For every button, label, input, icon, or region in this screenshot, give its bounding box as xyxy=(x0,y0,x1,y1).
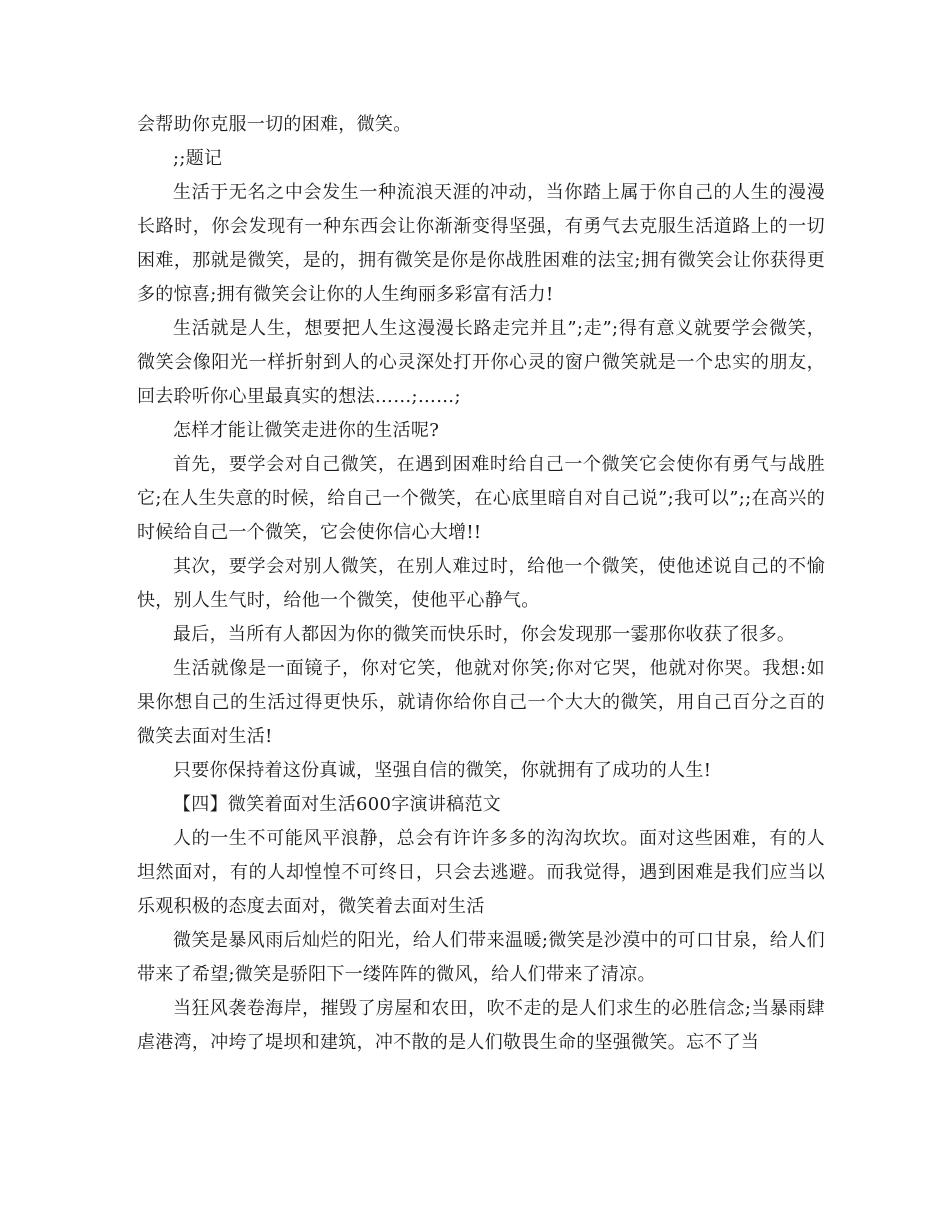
paragraph-epigraph-note: ;;题记 xyxy=(173,148,223,169)
paragraph: 生活就像是一面镜子，你对它笑，他就对你笑;你对它哭，他就对你哭。我想:如果你想自己的生活过得更快乐，就请你给你自己一个大大的微笑，用自己百分之百的微笑去面对生活! xyxy=(137,658,825,747)
document-body xyxy=(137,108,825,1060)
paragraph: 当狂风袭卷海岸，摧毁了房屋和农田，吹不走的是人们求生的必胜信念;当暴雨肆虐港湾，冲垮了堤坝和建筑，冲不散的是人们敬畏生命的坚强微笑。忘不了当 xyxy=(137,998,825,1053)
section-heading: 【四】微笑着面对生活600字演讲稿范文 xyxy=(173,794,502,815)
paragraph: 生活于无名之中会发生一种流浪天涯的冲动，当你踏上属于你自己的人生的漫漫长路时，你会发现有一种东西会让你渐渐变得坚强，有勇气去克服生活道路上的一切困难，那就是微笑，是的，拥有微笑是你是你战胜困难的法宝;拥有微笑会让你获得更多的惊喜;拥有微笑会让你的人生绚丽多彩富有活力! xyxy=(137,182,825,305)
paragraph: 首先，要学会对自己微笑，在遇到困难时给自己一个微笑它会使你有勇气与战胜它;在人生失意的时候，给自己一个微笑，在心底里暗自对自己说”;我可以”;;在高兴的时候给自己一个微笑，它会使你信心大增!! xyxy=(137,454,825,543)
paragraph: 最后，当所有人都因为你的微笑而快乐时，你会发现那一霎那你收获了很多。 xyxy=(173,624,796,645)
paragraph: 微笑是暴风雨后灿烂的阳光，给人们带来温暖;微笑是沙漠中的可口甘泉，给人们带来了希望;微笑是骄阳下一缕阵阵的微风，给人们带来了清凉。 xyxy=(137,930,825,985)
paragraph: 人的一生不可能风平浪静，总会有许许多多的沟沟坎坎。面对这些困难，有的人坦然面对，有的人却惶惶不可终日，只会去逃避。而我觉得，遇到困难是我们应当以乐观积极的态度去面对，微笑着去面对生活 xyxy=(137,828,825,917)
paragraph: 怎样才能让微笑走进你的生活呢? xyxy=(173,420,440,441)
paragraph: 生活就是人生，想要把人生这漫漫长路走完并且”;走”;得有意义就要学会微笑，微笑会像阳光一样折射到人的心灵深处打开你心灵的窗户微笑就是一个忠实的朋友，回去聆听你心里最真实的想法……;……; xyxy=(137,318,825,407)
paragraph: 只要你保持着这份真诚，坚强自信的微笑，你就拥有了成功的人生! xyxy=(173,760,712,781)
paragraph-continuation: 会帮助你克服一切的困难，微笑。 xyxy=(137,114,412,135)
paragraph: 其次，要学会对别人微笑，在别人难过时，给他一个微笑，使他述说自己的不愉快，别人生气时，给他一个微笑，使他平心静气。 xyxy=(137,556,825,611)
